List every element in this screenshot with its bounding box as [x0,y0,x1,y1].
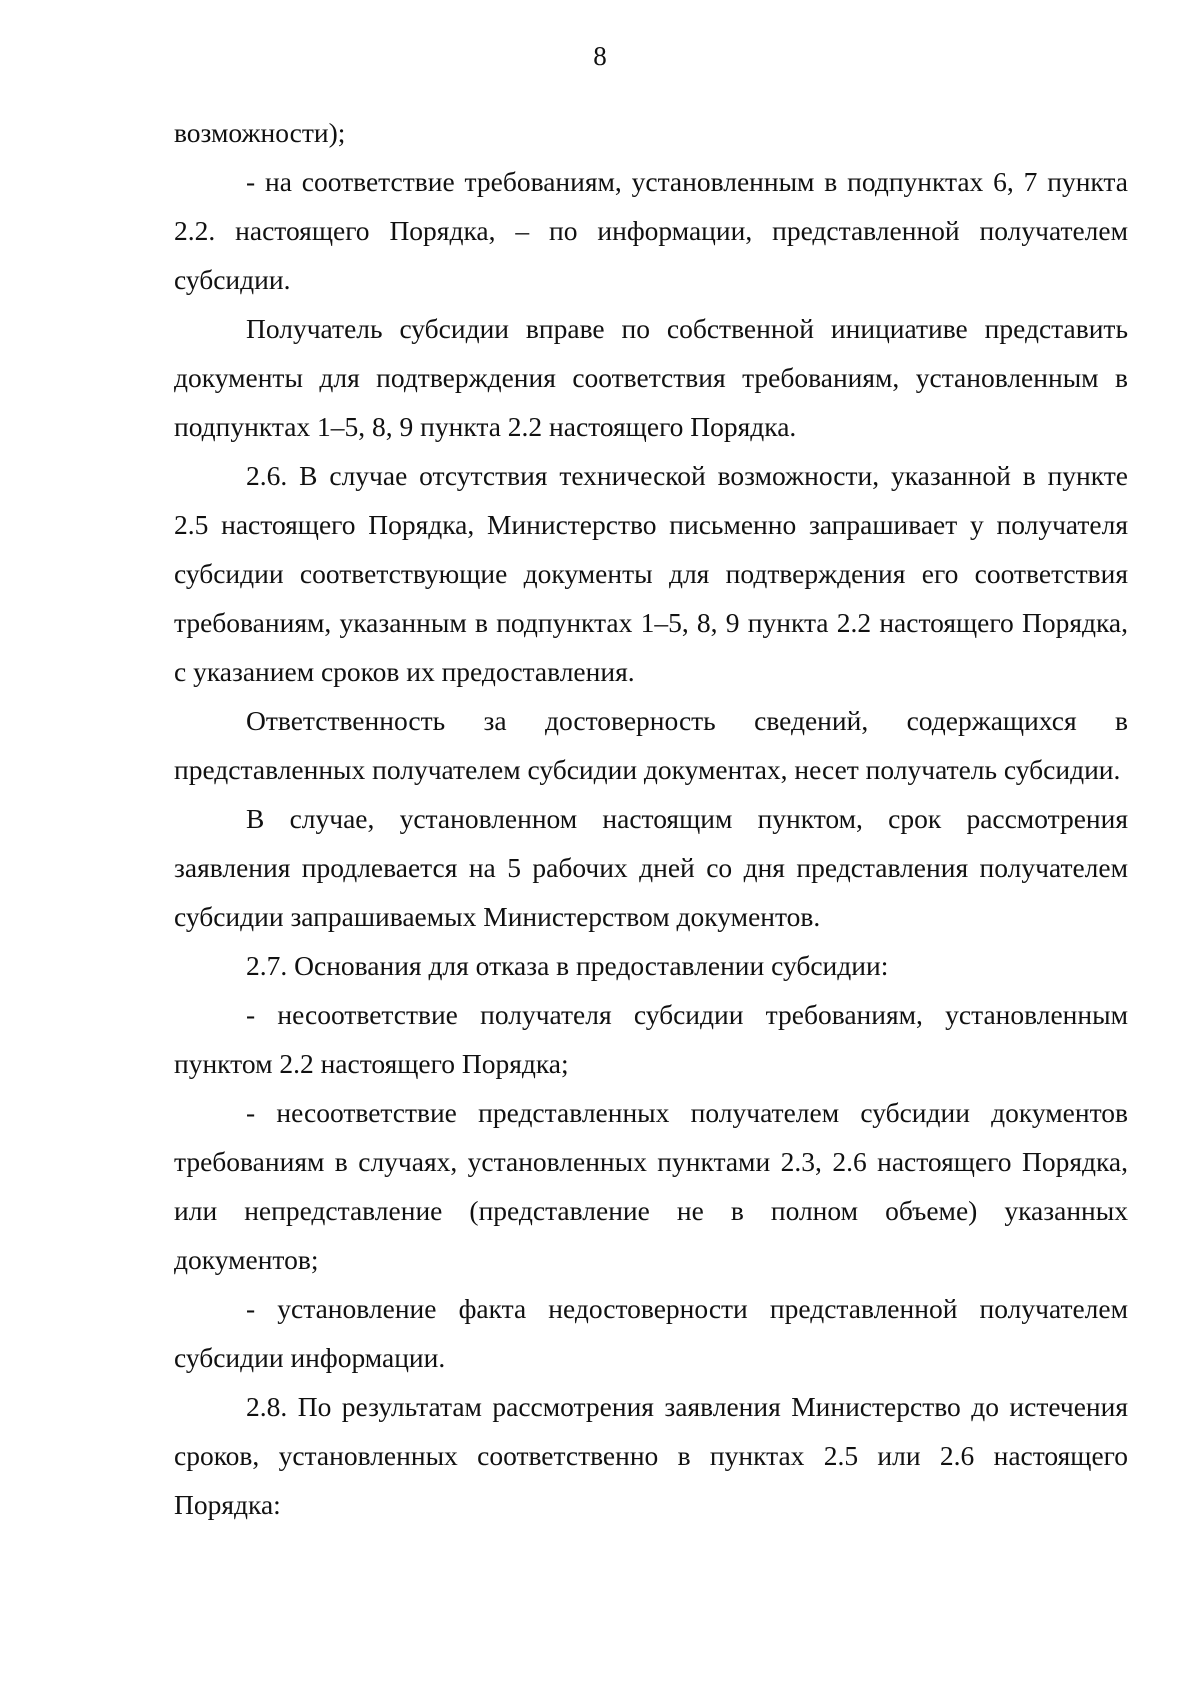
paragraph-refusal-reason-1: - несоответствие получателя субсидии требованиям, установленным пунктом 2.2 настоящего Порядка; [174,999,1128,1079]
paragraph-refusal-reason-3: - установление факта недостоверности представленной получателем субсидии информации. [174,1293,1128,1373]
paragraph-continuation: возможности); [174,117,346,148]
paragraph-term-extension: В случае, установленном настоящим пунктом, срок рассмотрения заявления продлевается на 5 рабочих дней со дня представления получателем субсидии запрашиваемых Министерством документов. [174,803,1128,932]
paragraph-own-initiative: Получатель субсидии вправе по собственной инициативе представить документы для подтверждения соответствия требованиям, установленным в подпунктах 1–5, 8, 9 пункта 2.2 настоящего Порядка. [174,313,1128,442]
paragraph-refusal-reason-2: - несоответствие представленных получателем субсидии документов требованиям в случаях, установленных пунктами 2.3, 2.6 настоящего Порядка, или непредставление (представление не в полном объеме) указанных документов; [174,1097,1128,1275]
paragraph-clause-2-6: 2.6. В случае отсутствия технической возможности, указанной в пункте 2.5 настоящего Порядка, Министерство письменно запрашивает у получателя субсидии соответствующие документы для подтверждения его соответствия требованиям, указанным в подпунктах 1–5, 8, 9 пункта 2.2 настоящего Порядка, с указанием сроков их предоставления. [174,460,1128,687]
paragraph-list-item-requirements: - на соответствие требованиям, установленным в подпунктах 6, 7 пункта 2.2. настоящего Порядка, – по информации, представленной получателем субсидии. [174,166,1128,295]
document-body [174,108,1128,1529]
paragraph-responsibility: Ответственность за достоверность сведений, содержащихся в представленных получателем субсидии документах, несет получатель субсидии. [174,705,1128,785]
page-number: 8 [593,41,607,71]
paragraph-clause-2-8: 2.8. По результатам рассмотрения заявления Министерство до истечения сроков, установленных соответственно в пунктах 2.5 или 2.6 настоящего Порядка: [174,1391,1128,1520]
paragraph-clause-2-7: 2.7. Основания для отказа в предоставлении субсидии: [246,950,889,981]
